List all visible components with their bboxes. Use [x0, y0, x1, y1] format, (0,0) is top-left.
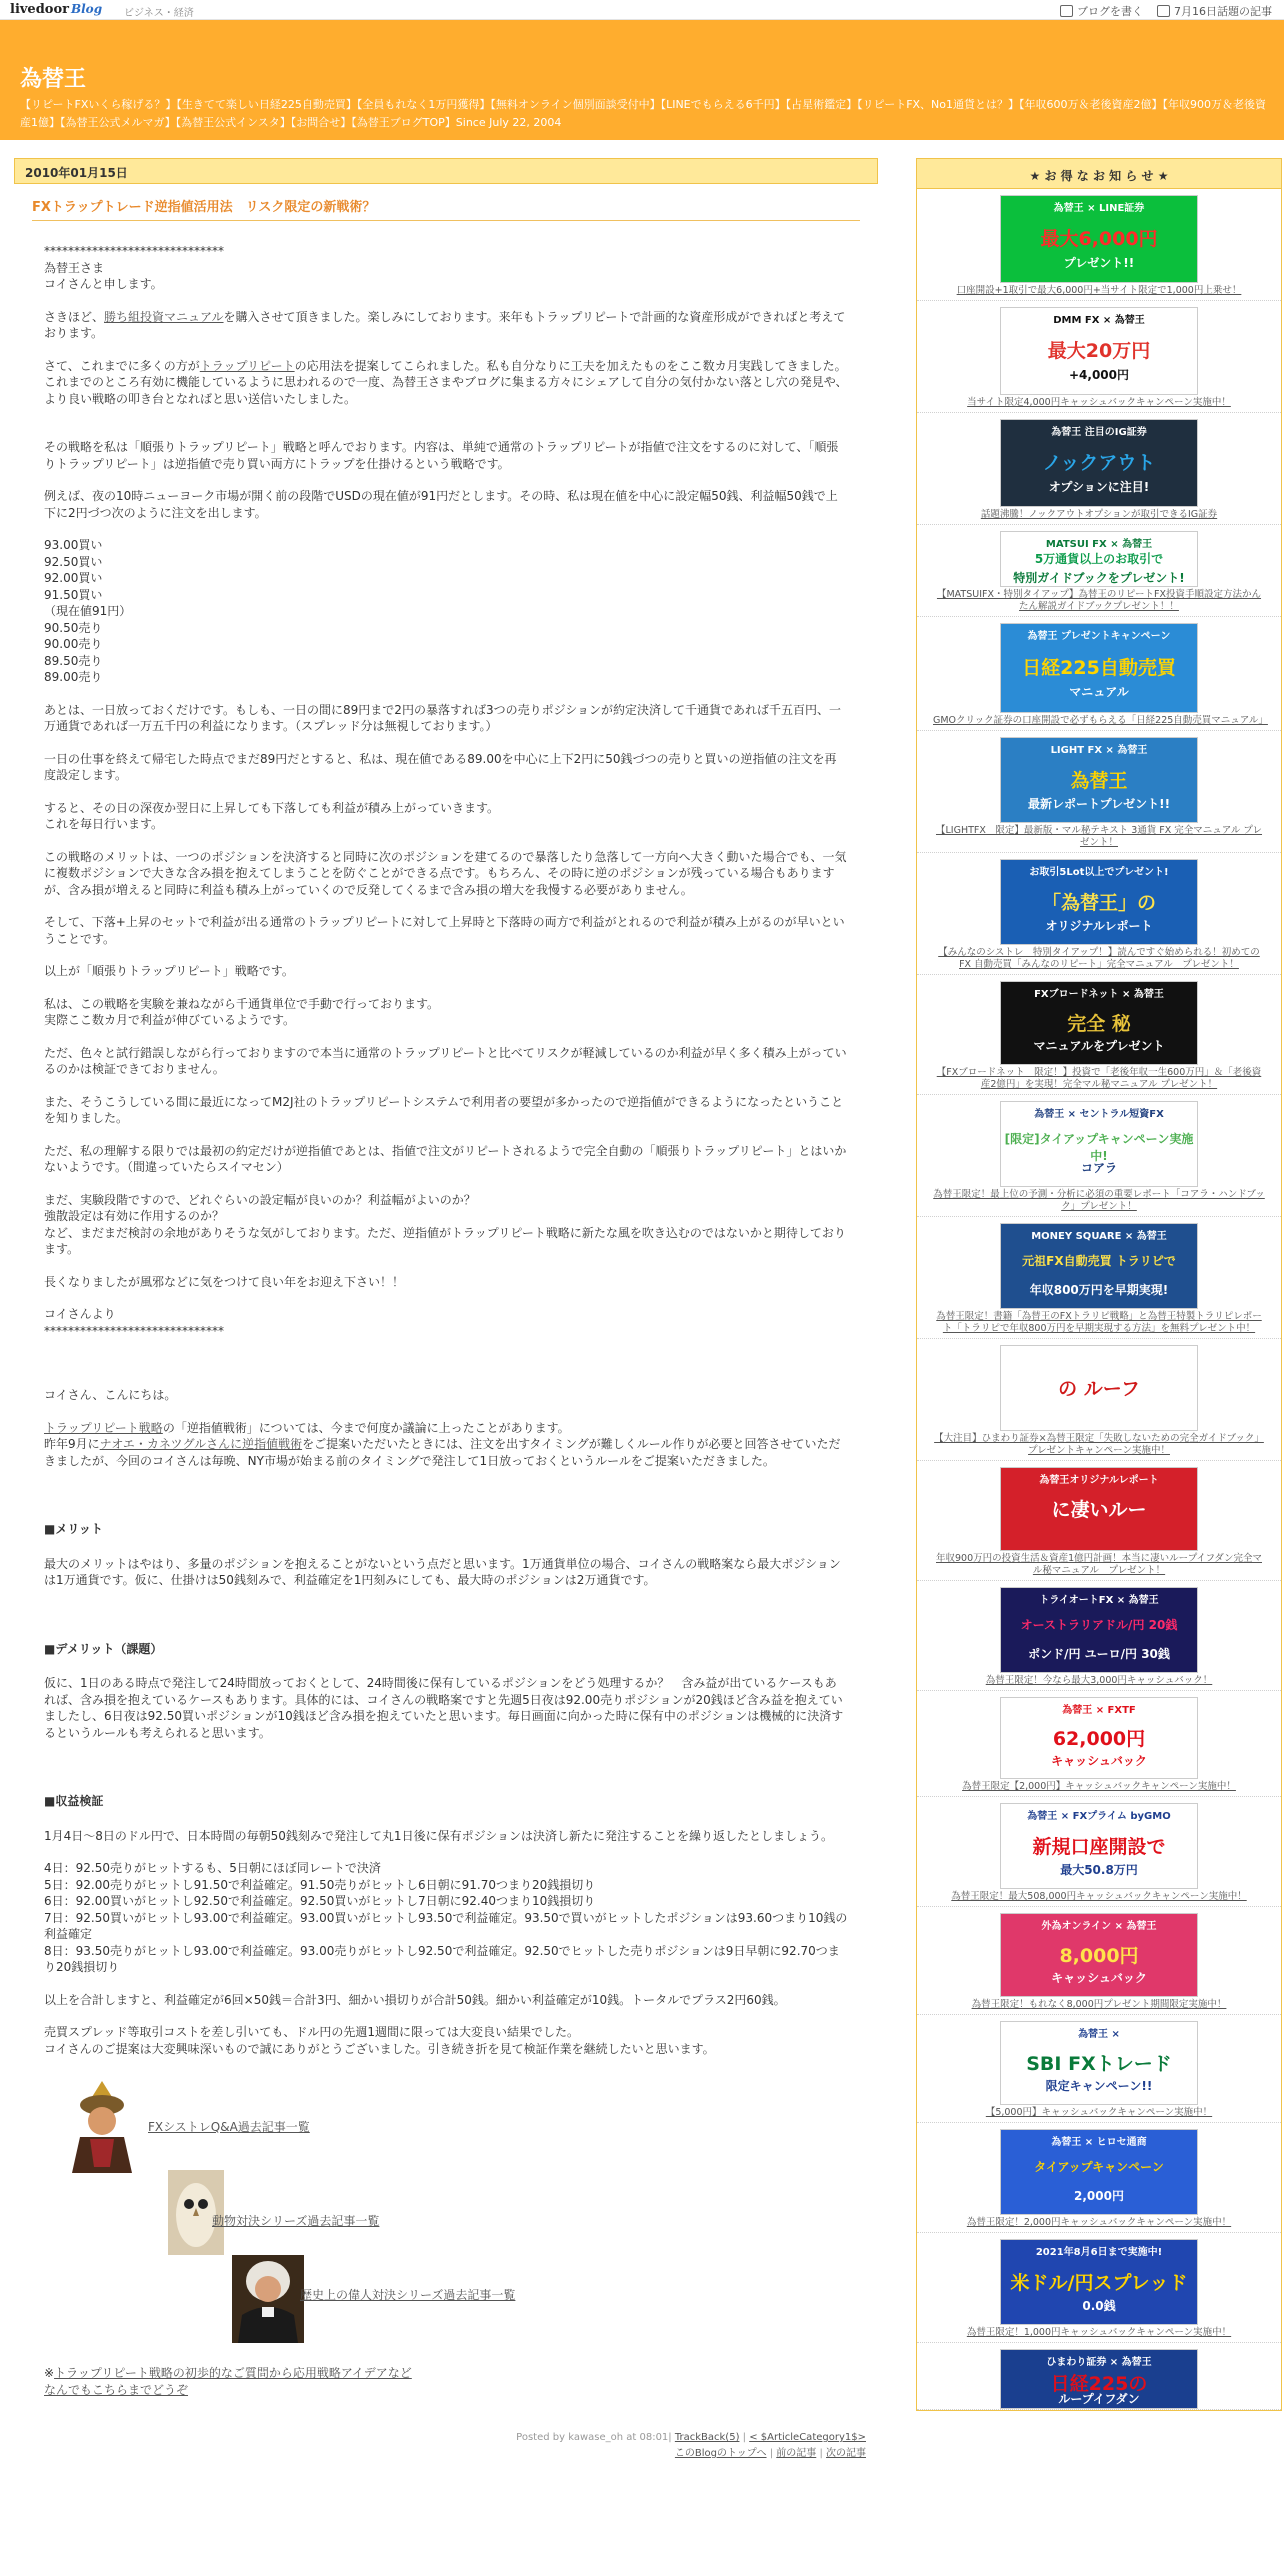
trap-repeat-link[interactable]: トラップリピート	[199, 358, 295, 373]
ad-banner-headline: 為替王	[1070, 770, 1128, 792]
order-item: 92.00買い	[44, 571, 103, 585]
ad-caption[interactable]: 為替王限定！最大508,000円キャッシュバックキャンペーン実施中！	[951, 1891, 1247, 1902]
ad-banner-heading: 為替王 × FXTF	[1062, 1705, 1136, 1716]
paragraph: 私は、この戦略を実験を兼ねながら千通貨単位で手動で行っております。 実際ここ数カ月で利益が伸びているようです。	[44, 996, 440, 1027]
ad-banner-headline: 元祖FX自動売買 トラリピで	[1022, 1254, 1176, 1268]
ad-banner-headline: 日経225の	[1050, 2373, 1148, 2395]
post-title[interactable]: FXトラップトレード逆指値活用法 リスク限定の新戦術？	[32, 196, 860, 221]
order-item: （現在値91円）	[44, 604, 132, 618]
order-item: 90.00売り	[44, 637, 103, 651]
ad-banner-headline: 完全 秘	[1067, 1013, 1131, 1035]
ad-banner-heading: LIGHT FX × 為替王	[1050, 745, 1148, 756]
section-heading-merit: ■メリット	[44, 1522, 103, 1536]
ad-caption[interactable]: 【FXブロードネット 限定！】投資で「老後年収一生600万円」＆「老後資産2億円」を実現！完全マル秘マニュアル プレゼント！	[936, 1067, 1262, 1090]
write-blog-link[interactable]: ブログを書く	[1060, 3, 1143, 19]
ad-banner-headline: 最大20万円	[1047, 340, 1151, 362]
ad-banner-heading: 為替王 ×	[1078, 2029, 1120, 2040]
ad-banner[interactable]	[1000, 307, 1198, 395]
order-item: 90.50売り	[44, 620, 103, 635]
paragraph: ただ、私の理解する限りでは最初の約定だけが逆指値であとは、指値で注文がリピートされるようで完全自動の「順張りトラップリピート」とはいかないようです。（間違っていたらスイマセン）	[44, 1143, 847, 1174]
ad-banner-heading: MATSUI FX × 為替王	[1045, 539, 1153, 550]
ad-banner-heading: 外為オンライン × 為替王	[1041, 1921, 1157, 1932]
ad-banner-subline: マニュアル	[1069, 685, 1129, 699]
portrait-image[interactable]	[232, 2255, 304, 2343]
ad-banner-heading: お取引5Lot以上でプレゼント!	[1029, 867, 1169, 878]
ad-banner-subline: コアラ	[1080, 1161, 1117, 1175]
ad-banner[interactable]	[1000, 1345, 1198, 1431]
ad-banner[interactable]	[1000, 623, 1198, 713]
trap-strategy-link[interactable]: トラップリピート戦略	[44, 1420, 163, 1435]
ad-banner[interactable]	[1000, 1697, 1198, 1779]
ad-banner-subline: オリジナルレポート	[1045, 919, 1153, 933]
ad-banner-heading: DMM FX × 為替王	[1053, 315, 1145, 326]
sidebar-ad[interactable]	[917, 2123, 1281, 2233]
ad-banner-heading: FXブロードネット × 為替王	[1034, 989, 1164, 1000]
ad-banner-subline: 年収800万円を早期実現!	[1029, 1283, 1169, 1297]
paragraph: 一日の仕事を終えて帰宅した時点でまだ89円だとすると、私は、現在値である89.00を中心に上下2円に50銭づつの売りと買いの逆指値の注文を再度設定します。	[44, 751, 837, 782]
sidebar-ad[interactable]	[917, 413, 1281, 525]
ad-banner-subline: キャッシュバック	[1051, 1754, 1147, 1768]
ad-banner[interactable]	[1000, 195, 1198, 283]
ad-banner-subline: 限定キャンペーン!!	[1045, 2079, 1153, 2093]
sidebar-ad[interactable]	[917, 1907, 1281, 2015]
paragraph: コイさん、こんにちは。	[44, 1388, 177, 1402]
post-body	[14, 221, 878, 2430]
sidebar-ad[interactable]	[917, 1461, 1281, 1581]
ad-banner[interactable]	[1000, 531, 1198, 587]
note: ※トラップリピート戦略の初歩的なご質問から応用戦略アイデアなど なんでもこちらまでどうぞ	[44, 2366, 412, 2397]
ad-banner-subline: ループイフダン	[1058, 2392, 1140, 2406]
ad-banner-headline: 最大6,000円	[1040, 228, 1158, 250]
sidebar-ad[interactable]	[917, 301, 1281, 413]
ad-banner-headline: 日経225自動売買	[1022, 657, 1176, 679]
ad-banner-subline: キャッシュバック	[1051, 1971, 1147, 1985]
section-heading-demerit: ■デメリット（課題）	[44, 1641, 163, 1656]
livedoor-logo[interactable]: livedoor Blog	[10, 2, 103, 17]
blog-top-link[interactable]: このBlogのトップへ	[674, 2448, 767, 2459]
paragraph: すると、その日の深夜か翌日に上昇しても下落しても利益が積み上がっていきます。 これを毎日行います。	[44, 800, 500, 831]
paragraph: 1月4日～8日のドル円で、日本時間の毎朝50銭刻みで発注して丸1日後に保有ポジションは決済し新たに発注することを繰り返したとしましょう。	[44, 1828, 834, 1843]
main-column	[14, 158, 878, 2462]
ad-banner[interactable]	[1000, 1803, 1198, 1889]
livedoor-topbar	[0, 0, 1284, 20]
ad-banner-subline: ポンド/円 ユーロ/円 30銭	[1028, 1647, 1170, 1661]
paragraph: まだ、実験段階ですので、どれぐらいの設定幅が良いのか？利益幅がよいのか？ 強散設定は有効に作用するのか？ など、まだまだ検討の余地がありそうな気がしております。ただ、逆指値がトラップリピート戦略に新たな風を吹き込むのではないかと期待しております。	[44, 1192, 846, 1256]
ad-banner[interactable]	[1000, 2129, 1198, 2215]
sidebar-ad[interactable]	[917, 1095, 1281, 1217]
ad-banner[interactable]	[1000, 419, 1198, 507]
ad-caption[interactable]: 【みんなのシストレ 特別タイアップ！】読んですぐ始められる！初めてのFX 自動売買「みんなのリピート」完全マニュアル プレゼント！	[938, 947, 1260, 970]
ad-banner-subline: 2,000円	[1074, 2189, 1124, 2203]
ad-banner-heading: MONEY SQUARE × 為替王	[1031, 1231, 1167, 1242]
ad-banner-subline: 特別ガイドブックをプレゼント!	[1013, 571, 1185, 585]
sidebar-ad[interactable]	[917, 2343, 1281, 2410]
ad-banner-headline: に凄いルー	[1051, 1499, 1147, 1521]
order-item: 89.50売り	[44, 653, 103, 668]
ad-banner-headline: 新規口座開設で	[1032, 1836, 1166, 1858]
ad-banner-heading: 為替王オリジナルレポート	[1039, 1475, 1159, 1486]
ad-banner-headline: SBI FXトレード	[1026, 2053, 1172, 2075]
ad-banner-heading: 為替王 × ヒロセ通商	[1051, 2137, 1147, 2148]
ad-banner-headline: 「為替王」の	[1041, 892, 1156, 914]
sidebar-ad[interactable]	[917, 617, 1281, 731]
ad-caption[interactable]: 為替王限定！もれなく8,000円プレゼント期間限定実施中！	[971, 1999, 1227, 2010]
stars-bottom: ******************************	[44, 1323, 224, 1338]
paragraph: トラップリピート戦略の「逆指値戦術」については、今まで何度か議論に上ったことがあります。 昨年9月にナオエ・カネツグルさんに逆指値戦術をご提案いただいたときには、注文を出すタイミングが難しくルール作りが必要と回答させていただきましたが、今回のコイさんは毎晩、NY市場が始まる前のタイミングで発注して1日放っておくというルールをご提案いただきました。	[44, 1420, 841, 1468]
calendar-icon	[1157, 5, 1170, 17]
sidebar-ad[interactable]	[917, 2015, 1281, 2123]
ad-banner-subline: +4,000円	[1068, 368, 1129, 382]
ad-banner-headline: 8,000円	[1059, 1945, 1139, 1967]
ad-banner-heading: 2021年8月6日まで実施中!	[1035, 2247, 1163, 2258]
ad-caption[interactable]: 当サイト限定4,000円キャッシュバックキャンペーン実施中！	[967, 397, 1231, 408]
ad-banner[interactable]	[1000, 1587, 1198, 1673]
paragraph: 仮に、1日のある時点で発注して24時間放っておくとして、24時間後に保有しているポジションをどう処理するか？ 含み益が出ているケースもあれば、含み損を抱えているケースもあります。具体的には、コイさんの戦略案ですと先週5日夜は92.00売りポジションが20銭ほど含み益を抱えていましたし、6日夜は92.50買いポジションが10銭ほど含み損を抱えていたと思います。毎日画面に向かった時に保有中のポジションは機械的に決済するというルールも考えられると思います。	[44, 1676, 844, 1740]
sidebar-ad[interactable]	[917, 189, 1281, 301]
paragraph: ただ、色々と試行錯誤しながら行っておりますので本当に通常のトラップリピートと比べてリスクが軽減しているのか利益が早く多く積み上がっているのかは検証できておりません。	[44, 1045, 847, 1076]
ad-banner[interactable]	[1000, 1223, 1198, 1309]
day-item: 5日：92.00売りがヒットし91.50で利益確定。91.50売りがヒットし6日朝に91.70つまり20銭損切り	[44, 1877, 596, 1892]
day-item: 7日：92.50買いがヒットし93.00で利益確定。93.00買いがヒットし93.50で利益確定。93.50で買いがヒットしたポジションは93.60つまり10銭の利益確定	[44, 1910, 848, 1941]
ad-banner-subline: 最新レポートプレゼント!!	[1027, 797, 1171, 811]
ad-banner-heading: トライオートFX × 為替王	[1039, 1595, 1159, 1606]
ad-banner-headline: タイアップキャンペーン	[1034, 2160, 1164, 2174]
ad-banner-headline: オーストラリアドル/円 20銭	[1020, 1618, 1178, 1632]
ad-banner-headline: 米ドル/円スプレッド	[1010, 2272, 1188, 2294]
sidebar-ad[interactable]	[917, 1217, 1281, 1339]
sidebar-ad[interactable]	[917, 1691, 1281, 1797]
samurai-image[interactable]	[64, 2077, 140, 2177]
post-date: 2010年01月15日	[14, 158, 878, 184]
paragraph: あとは、一日放っておくだけです。もしも、一日の間に89円まで2円の暴落すれば3つの売りポジションが約定決済して千通貨であれば千五百円、一万通貨であれば一万五千円の利益になります。（スプレッド分は無視しております。）	[44, 702, 842, 733]
paragraph: 長くなりましたが風邪などに気をつけて良い年をお迎え下さい！！	[44, 1274, 405, 1289]
ad-banner-heading: 為替王 × FXプライム byGMO	[1027, 1811, 1171, 1822]
ad-caption[interactable]: 為替王限定！今なら最大3,000円キャッシュバック！	[985, 1675, 1213, 1686]
ad-banner[interactable]	[1000, 1101, 1198, 1187]
section-heading-verify: ■収益検証	[44, 1794, 104, 1808]
ad-caption[interactable]: 【大注目】ひまわり証券×為替王限定「失敗しないための完全ガイドブック」プレゼントキャンペーン実施中！	[934, 1433, 1264, 1456]
ad-banner[interactable]	[1000, 1467, 1198, 1551]
order-list	[44, 537, 848, 686]
note-link-2[interactable]: なんでもこちらまでどうぞ	[44, 2382, 189, 2397]
next-post-link[interactable]: 次の記事	[826, 2448, 866, 2459]
note-link[interactable]: トラップリピート戦略の初歩的なご質問から応用戦略アイデアなど	[54, 2366, 412, 2380]
sidebar-ad[interactable]	[917, 2233, 1281, 2343]
paragraph: さて、これまでに多くの方がトラップリピートの応用法を提案してこられました。私も自分なりに工夫を加えたものをここ数カ月実践してきました。これまでのところ有効に機能しているように思われるので一度、為替王さまやブログに集まる方々にシェアして自分の気付かない落とし穴の発見や、より良い戦略の叩き台となればと思い送信いたしました。	[44, 358, 848, 406]
ad-caption[interactable]: 口座開設+1取引で最大6,000円+当サイト限定で1,000円上乗せ！	[956, 285, 1242, 296]
ad-banner[interactable]	[1000, 1913, 1198, 1997]
ad-banner[interactable]	[1000, 737, 1198, 823]
paragraph: さきほど、勝ち組投資マニュアルを購入させて頂きました。楽しみにしております。来年もトラップリピートで計画的な資産形成ができればと考えております。	[44, 309, 846, 340]
ad-banner[interactable]	[1000, 2239, 1198, 2325]
ad-banner[interactable]	[1000, 981, 1198, 1065]
ad-caption[interactable]: 為替王限定【2,000円】キャッシュバックキャンペーン実施中！	[962, 1781, 1236, 1792]
ad-banner-headline: [限定]タイアップキャンペーン実施中!	[1004, 1132, 1194, 1163]
ad-caption[interactable]: 【5,000円】キャッシュバックキャンペーン実施中！	[985, 2107, 1213, 2118]
ad-banner-headline: 5万通貨以上のお取引で	[1034, 552, 1164, 566]
ad-banner[interactable]	[1000, 859, 1198, 945]
blog-title[interactable]: 為替王	[20, 67, 87, 92]
blog-header	[0, 20, 1284, 140]
ad-banner-headline: の ルーフ	[1058, 1378, 1140, 1400]
sidebar-ad[interactable]	[917, 1797, 1281, 1907]
ad-caption[interactable]: GMOクリック証券の口座開設で必ずもらえる「日経225自動売買マニュアル」	[933, 715, 1268, 726]
pencil-icon	[1060, 5, 1073, 17]
ad-caption[interactable]: 話題沸騰！ノックアウトオプションが取引できるIG証券	[980, 509, 1218, 520]
paragraph: 以上を合計しますと、利益確定が6回×50銭＝合計3円、細かい損切りが合計50銭。細かい利益確定が10銭。トータルでプラス2円60銭。	[44, 1992, 786, 2007]
ad-caption[interactable]: 為替王限定！最上位の予測・分析に必須の重要レポート「コアラ・ハンドブック」プレゼント！	[933, 1189, 1265, 1212]
great-people-series-link[interactable]: 歴史上の偉人対決シリーズ過去記事一覧	[300, 2288, 516, 2302]
ad-banner-heading: 為替王 × LINE証券	[1053, 203, 1145, 214]
stars-top: ******************************	[44, 244, 224, 258]
paragraph: また、そうこうしている間に最近になってM2J社のトラップリピートシステムで利用者の要望が多かったので逆指値ができるようになったということを知りました。	[44, 1094, 844, 1125]
prev-post-link[interactable]: 前の記事	[776, 2448, 817, 2459]
ad-banner-subline: 0.0銭	[1082, 2299, 1116, 2313]
ad-banner[interactable]	[1000, 2349, 1198, 2409]
category-label[interactable]: ビジネス・経済	[124, 8, 194, 19]
ad-banner-subline: オプションに注目!	[1048, 480, 1150, 494]
paragraph: そして、下落+上昇のセットで利益が出る通常のトラップリピートに対して上昇時と下落時の両方で利益がとれるので利益が積み上がるのが早いということです。	[44, 915, 845, 946]
order-item: 91.50買い	[44, 587, 103, 602]
ad-banner-heading: 為替王 プレゼントキャンペーン	[1027, 631, 1171, 642]
day-list	[44, 1860, 848, 1976]
animal-series-link[interactable]: 動物対決シリーズ過去記事一覧	[212, 2214, 380, 2228]
post-footer: Posted by kawase_oh at 08:01| TrackBack(5) | < $ArticleCategory1$> このBlogのトップへ | 前の記事 | 次の記事	[516, 2432, 866, 2459]
ad-caption[interactable]: 【MATSUIFX・特別タイアップ】為替王のリピートFX投資手順設定方法かんたん解説ガイドブックプレゼント！！	[936, 589, 1262, 612]
paragraph: 売買スプレッド等取引コストを差し引いても、ドル円の先週1週間に限っては大変良い結果でした。 コイさんのご提案は大変興味深いもので誠にありがとうございました。引き続き折を見て検証作業を継続したいと思います。	[44, 2025, 715, 2056]
day-item: 6日：92.00買いがヒットし92.50で利益確定。92.50買いがヒットし7日朝に92.40つまり10銭損切り	[44, 1894, 596, 1908]
blog-description[interactable]: 【リピートFXいくら稼げる？】【生きてて楽しい日経225自動売買】【全員もれなく1万円獲得】【無料オンライン個別面談受付中】【LINEでもらえる6千円】【占星術鑑定】【リピートFX、No1通貨とは？】【年収600万＆老後資産2億】【年収900万＆老後資産1億】【為替王公式メルマガ】【為替王公式インスタ】【お問合せ】【為替王ブログTOP】Since July 22, 2004	[20, 98, 1266, 129]
ad-banner-heading: 為替王 注目のIG証券	[1051, 427, 1147, 438]
related-links	[44, 2077, 848, 2327]
greeting-line: 為替王さま	[44, 260, 105, 275]
paragraph: 最大のメリットはやはり、多量のポジションを抱えることがないという点だと思います。1万通貨単位の場合、コイさんの戦略案なら最大ポジションは1万通貨です。仮に、仕掛けは50銭刻みで、利益確定を1円刻みにしても、最大時のポジションは2万通貨です。	[44, 1556, 841, 1587]
paragraph: 以上が「順張りトラップリピート」戦略です。	[44, 964, 294, 978]
ad-banner-headline: 62,000円	[1052, 1728, 1146, 1750]
paragraph: 例えば、夜の10時ニューヨーク市場が開く前の段階でUSDの現在値が91円だとします。その時、私は現在値を中心に設定幅50銭、利益幅50銭で上下に2円づつ次のように注文を出します。	[44, 489, 838, 520]
ad-banner-subline: マニュアルをプレゼント	[1033, 1039, 1165, 1053]
paragraph: この戦略のメリットは、一つのポジションを決済すると同時に次のポジションを建てるので暴落したり急落して一方向へ大きく動いた場合でも、一気に複数ポジションで大きな含み損を抱えてしまうことを防ぐことができる点です。もちろん、その時に逆のポジションが残っている場合もありますが、含み損が増えると同時に利益も積み上がっていくので反発してくるまで含み損の増大を我慢する必要がありません。	[44, 849, 847, 897]
ad-banner-headline: ノックアウト	[1042, 452, 1156, 474]
fx-qa-link[interactable]: FXシストレQ&A過去記事一覧	[148, 2120, 310, 2134]
ad-banner[interactable]	[1000, 2021, 1198, 2105]
sidebar-ad[interactable]	[917, 525, 1281, 617]
today-topics-link[interactable]: 7月16日話題の記事	[1157, 3, 1272, 19]
naoe-link[interactable]: ナオエ・カネツグルさんに逆指値戦術	[99, 1437, 303, 1451]
ad-banner-heading: ひまわり証券 × 為替王	[1046, 2357, 1152, 2368]
order-item: 92.50買い	[44, 554, 103, 569]
greeting-line: コイさんと申します。	[44, 277, 163, 291]
sidebar-ad[interactable]	[917, 731, 1281, 853]
ad-caption[interactable]: 為替王限定！2,000円キャッシュバックキャンペーン実施中！	[966, 2217, 1232, 2228]
ad-banner-heading: 為替王 × セントラル短資FX	[1034, 1109, 1164, 1120]
sidebar-ad[interactable]	[917, 853, 1281, 975]
category-link[interactable]: < $ArticleCategory1$>	[749, 2432, 866, 2443]
order-item: 89.00売り	[44, 670, 103, 684]
sidebar-ad[interactable]	[917, 1581, 1281, 1691]
sidebar-title: ★ お 得 な お 知 ら せ ★	[917, 159, 1281, 189]
sidebar-ad[interactable]	[917, 1339, 1281, 1461]
manual-link[interactable]: 勝ち組投資マニュアル	[104, 309, 224, 324]
trackback-link[interactable]: TrackBack(5)	[674, 2432, 740, 2443]
ad-caption[interactable]: 為替王限定！1,000円キャッシュバックキャンペーン実施中！	[966, 2327, 1232, 2338]
signature: コイさんより	[44, 1307, 116, 1321]
ad-caption[interactable]: 年収900万円の投資生活＆資産1億円計画！本当に凄いループイフダン完全マル秘マニュアル プレゼント！	[936, 1553, 1262, 1576]
sidebar-ad[interactable]	[917, 975, 1281, 1095]
ad-caption[interactable]: 【LIGHTFX 限定】最新版・マル秘テキスト 3通貨 FX 完全マニュアル プレゼント！	[935, 825, 1263, 848]
day-item: 4日：92.50売りがヒットするも、5日朝にほぼ同レートで決済	[44, 1861, 381, 1875]
ad-banner-subline: プレゼント!!	[1063, 256, 1135, 270]
day-item: 8日：93.50売りがヒットし93.00で利益確定。93.00売りがヒットし92.50で利益確定。92.50でヒットした売りポジションは9日早朝に92.70つまり20銭損切り	[44, 1943, 840, 1974]
ad-caption[interactable]: 為替王限定！書籍「為替王のFXトラリピ戦略」と為替王特製トラリピレポート「トラリピで年収800万円を早期実現する方法」を無料プレゼント中！	[936, 1311, 1262, 1334]
sidebar	[916, 158, 1282, 2411]
paragraph: その戦略を私は「順張りトラップリピート」戦略と呼んでおります。内容は、単純で通常のトラップリピートが指値で注文をするのに対して、「順張りトラップリピート」は逆指値で売り買い両方にトラップを仕掛けるという戦略です。	[44, 440, 839, 471]
order-item: 93.00買い	[44, 538, 103, 552]
ad-banner-subline: 最大50.8万円	[1060, 1863, 1138, 1877]
